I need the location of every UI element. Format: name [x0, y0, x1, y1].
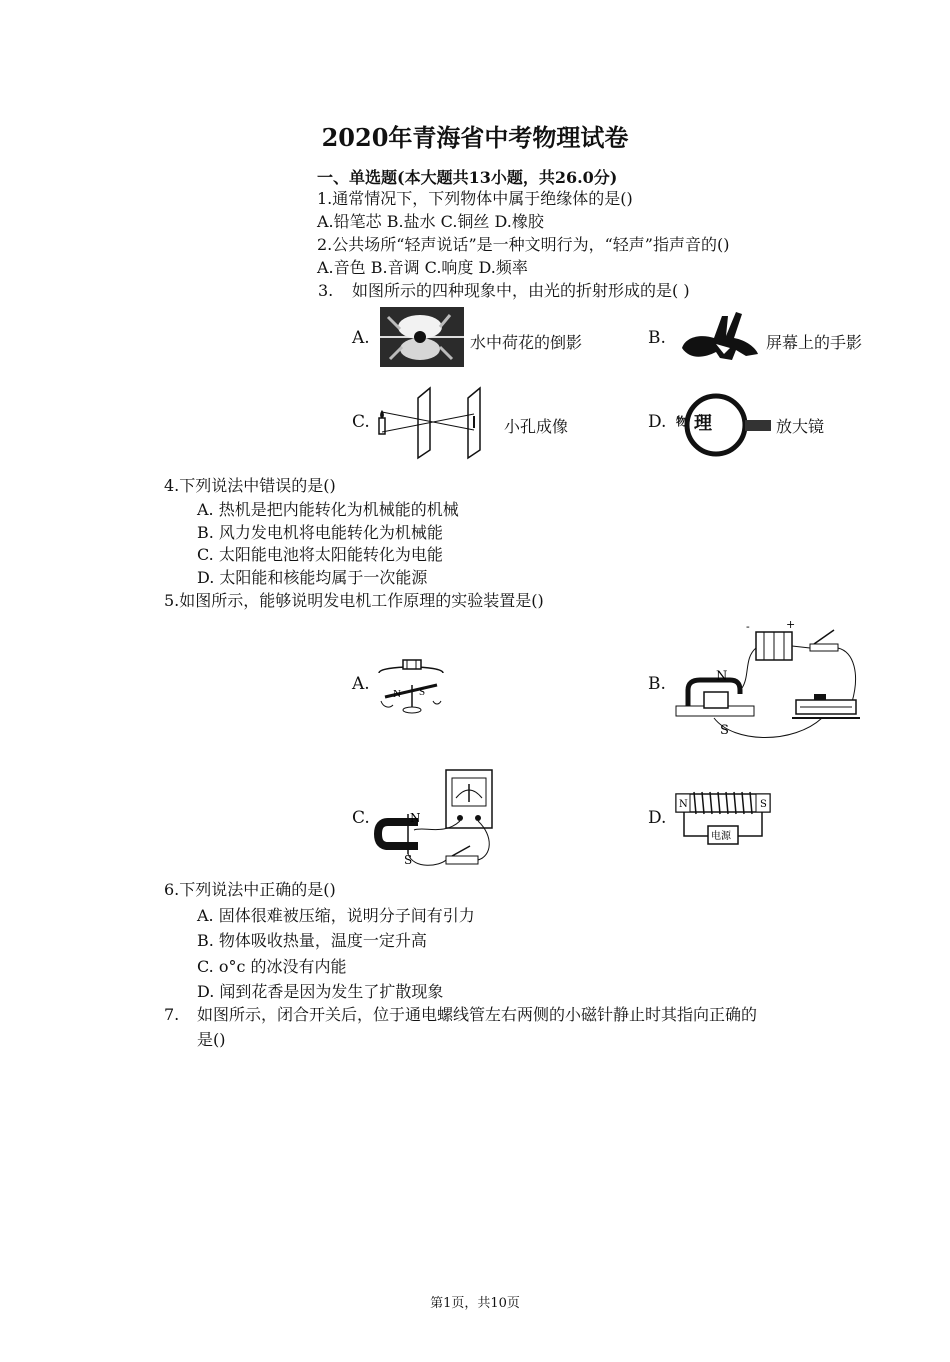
battery-minus-label: -: [746, 620, 750, 633]
q6-option-c: C. o°c 的冰没有内能: [197, 957, 347, 976]
solenoid-n-label: N: [679, 799, 688, 810]
q3-option-a-letter: A.: [352, 328, 370, 348]
q7-stem-line1: 如图所示，闭合开关后，位于通电螺线管左右两侧的小磁针静止时其指向正确的: [197, 1005, 758, 1024]
q2-stem: 2.公共场所“轻声说话”是一种文明行为，“轻声”指声音的(): [317, 235, 730, 254]
page-title: 2020年青海省中考物理试卷: [321, 123, 629, 152]
solenoid-s-label: S: [760, 799, 767, 810]
magnifier-image: [674, 393, 774, 461]
power-source-label: 电源: [711, 831, 731, 842]
motor-n-label: N: [716, 669, 728, 684]
q2-options: A.音色 B.音调 C.响度 D.频率: [317, 258, 528, 277]
lotus-reflection-image: [380, 307, 466, 369]
motor-circuit-diagram: [674, 618, 866, 746]
q3-option-d-caption: 放大镜: [776, 417, 825, 436]
q6-option-d: D. 闻到花香是因为发生了扩散现象: [197, 982, 444, 1001]
magnifier-word-small: 物: [676, 416, 687, 428]
compass-n-label: N: [393, 688, 401, 700]
q4-stem: 4.下列说法中错误的是(): [164, 476, 336, 495]
q3-number: 3.: [318, 281, 334, 300]
q5-option-c-letter: C.: [352, 808, 370, 828]
q4-option-c: C. 太阳能电池将太阳能转化为电能: [197, 545, 443, 564]
page-footer: 第1页，共10页: [430, 1296, 520, 1311]
q1-options: A.铅笔芯 B.盐水 C.铜丝 D.橡胶: [317, 212, 544, 231]
q5-option-a-letter: A.: [352, 674, 370, 694]
compass-s-label: S: [419, 686, 426, 698]
q6-option-b: B. 物体吸收热量，温度一定升高: [197, 931, 427, 950]
q3-option-a-caption: 水中荷花的倒影: [470, 333, 583, 352]
generator-s-label: S: [404, 853, 413, 867]
solenoid-diagram: [674, 788, 774, 850]
q1-stem: 1.通常情况下，下列物体中属于绝缘体的是(): [317, 189, 633, 208]
q6-option-a: A. 固体很难被压缩，说明分子间有引力: [197, 906, 475, 925]
q3-stem: 如图所示的四种现象中，由光的折射形成的是( ): [352, 281, 690, 300]
magnifier-word-large: 理: [694, 413, 712, 433]
q5-option-b-letter: B.: [648, 674, 666, 694]
q6-stem: 6.下列说法中正确的是(): [164, 880, 336, 899]
q3-option-c-letter: C.: [352, 412, 370, 432]
oersted-experiment-diagram: [375, 655, 447, 717]
q4-option-d: D. 太阳能和核能均属于一次能源: [197, 568, 428, 587]
section-heading: 一、单选题(本大题共13小题，共26.0分): [317, 168, 618, 187]
pinhole-imaging-diagram: [376, 388, 500, 460]
rabbit-hand-shadow-image: [676, 308, 762, 364]
q3-option-c-caption: 小孔成像: [504, 417, 569, 436]
q5-stem: 5.如图所示，能够说明发电机工作原理的实验装置是(): [164, 591, 544, 610]
q3-option-d-letter: D.: [648, 412, 667, 432]
q3-option-b-caption: 屏幕上的手影: [766, 333, 863, 352]
q4-option-b: B. 风力发电机将电能转化为机械能: [197, 523, 443, 542]
q5-option-d-letter: D.: [648, 808, 667, 828]
motor-s-label: S: [720, 723, 729, 738]
generator-experiment-diagram: [374, 766, 504, 872]
q7-number: 7.: [164, 1005, 180, 1024]
generator-n-label: N: [410, 811, 421, 825]
battery-plus-label: +: [786, 618, 796, 631]
q4-option-a: A. 热机是把内能转化为机械能的机械: [197, 500, 459, 519]
q3-option-b-letter: B.: [648, 328, 666, 348]
q7-stem-line2: 是(): [197, 1030, 226, 1049]
